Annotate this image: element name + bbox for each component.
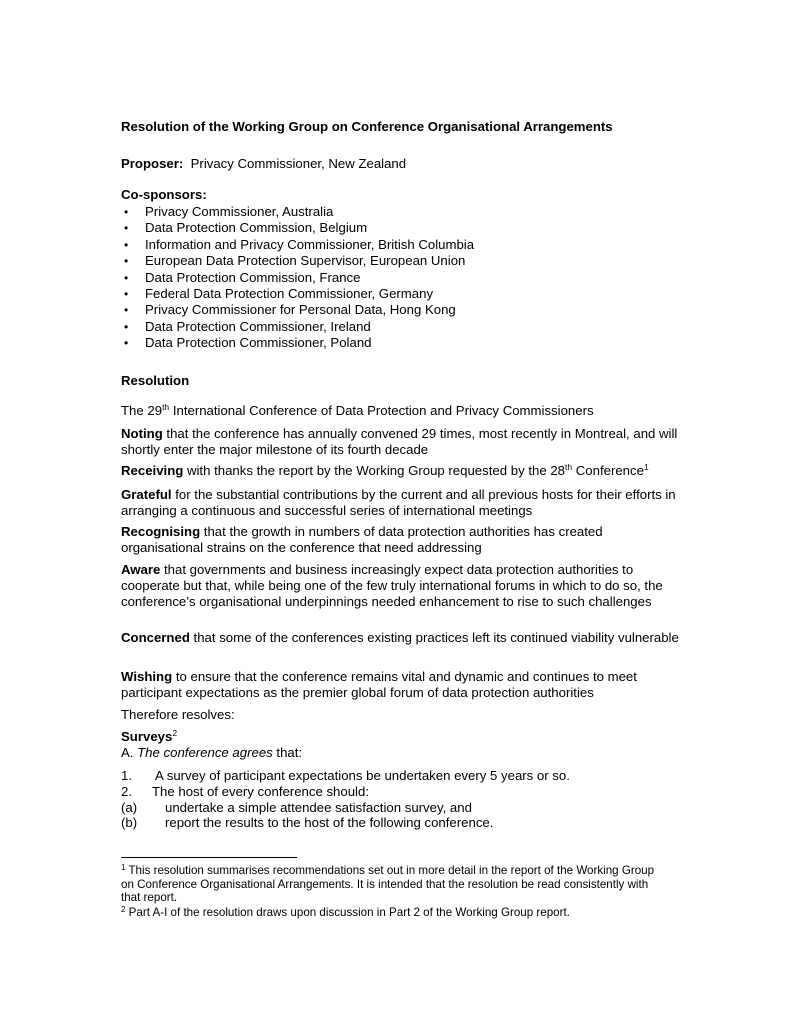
bullet-icon: •: [124, 237, 129, 252]
clause-wishing: [121, 669, 681, 701]
agreement-suffix: that:: [272, 745, 303, 760]
list-item: [121, 204, 474, 220]
conference-pre: The 29: [121, 403, 163, 418]
list-text: The host of every conference should:: [152, 784, 369, 799]
bullet-icon: •: [124, 205, 129, 219]
list-item: [121, 319, 474, 335]
bullet-icon: •: [124, 221, 129, 236]
agreement-line: [121, 745, 681, 761]
clause-concerned: [121, 630, 681, 646]
conference-line: [121, 403, 681, 419]
bullet-icon: •: [124, 319, 129, 334]
clause-recognising: [121, 524, 681, 556]
list-text: report the results to the host of the following conference.: [165, 815, 494, 830]
list-item: [121, 286, 474, 302]
conference-post: International Conference of Data Protection and Privacy Commissioners: [169, 403, 594, 418]
clause-text: that governments and business increasingly expect data protection authorities to cooperate but that, while being one of the few truly international forums in which to do so, the conference’s organisational underpinnings needed enhancement to rise to such challenges: [121, 562, 663, 609]
bullet-icon: •: [124, 254, 129, 269]
list-item: [121, 220, 474, 236]
clause-grateful: [121, 487, 681, 519]
clause-keyword: Wishing: [121, 669, 173, 684]
resolution-heading: Resolution: [121, 373, 190, 388]
clause-keyword: Recognising: [121, 524, 201, 539]
superscript: th: [565, 462, 573, 472]
cosponsors-list: [121, 204, 474, 352]
clause-text: that the conference has annually convened 29 times, most recently in Montreal, and will shortly enter the major milestone of its fourth decade: [121, 426, 678, 457]
clause-noting: [121, 426, 681, 458]
footnote-text: This resolution summarises recommendations set out in more detail in the report of the Working Group on Conference Organisational Arrangements. It is intended that the resolution be read consistently with that report.: [121, 864, 655, 905]
cosponsor-name: Data Protection Commission, France: [145, 269, 361, 285]
cosponsors-label: Co-sponsors:: [121, 187, 207, 202]
clause-text: that some of the conferences existing practices left its continued viability vulnerable: [189, 630, 679, 645]
cosponsor-name: Information and Privacy Commissioner, British Columbia: [145, 236, 475, 252]
section-heading: Surveys: [121, 729, 173, 744]
cosponsor-name: Data Protection Commission, Belgium: [145, 220, 368, 236]
list-item: [121, 815, 493, 830]
clause-text: with thanks the report by the Working Group requested by the 28: [183, 463, 565, 478]
clause-text: that the growth in numbers of data protection authorities has created organisational strains on the conference that need addressing: [121, 524, 603, 555]
clause-text: for the substantial contributions by the current and all previous hosts for their efforts in arranging a continuous and successful series of international meetings: [121, 487, 676, 518]
list-item: [121, 270, 474, 286]
therefore-resolves: Therefore resolves:: [121, 707, 235, 722]
clause-aware: [121, 562, 681, 609]
list-number: (a): [121, 800, 138, 815]
proposer-line: [121, 156, 406, 171]
clause-keyword: Aware: [121, 562, 161, 577]
clause-text-post: Conference: [572, 463, 644, 478]
cosponsor-name: Data Protection Commissioner, Ireland: [145, 318, 371, 334]
footnote-1: [121, 864, 661, 905]
clause-text: to ensure that the conference remains vital and dynamic and continues to meet participant expectations as the premier global forum of data protection authorities: [121, 669, 637, 700]
list-text: undertake a simple attendee satisfaction survey, and: [165, 800, 472, 815]
footnote-marker: 1: [643, 462, 649, 472]
clause-keyword: Grateful: [121, 487, 172, 502]
cosponsor-name: Federal Data Protection Commissioner, Germany: [145, 285, 434, 301]
superscript: th: [162, 402, 170, 412]
cosponsor-name: Privacy Commissioner for Personal Data, Hong Kong: [145, 302, 456, 318]
list-item: [121, 768, 570, 783]
list-number: 2.: [121, 784, 132, 799]
footnote-marker: 2: [172, 728, 178, 738]
proposer-label: Proposer:: [121, 156, 184, 171]
cosponsor-name: European Data Protection Supervisor, European Union: [145, 253, 466, 269]
list-item: [121, 784, 369, 799]
footnote-marker: 1: [121, 863, 126, 872]
list-item: [121, 800, 472, 815]
list-item: [121, 302, 474, 318]
footnote-divider: [121, 857, 297, 858]
list-item: [121, 335, 474, 351]
list-text: A survey of participant expectations be undertaken every 5 years or so.: [155, 768, 570, 783]
footnote-2: [121, 906, 661, 920]
bullet-icon: •: [124, 303, 129, 318]
clause-keyword: Receiving: [121, 463, 184, 478]
list-number: 1.: [121, 768, 132, 783]
footnote-marker: 2: [121, 905, 126, 914]
footnote-text: Part A-I of the resolution draws upon discussion in Part 2 of the Working Group report.: [125, 906, 570, 919]
list-item: [121, 237, 474, 253]
bullet-icon: •: [124, 286, 129, 301]
bullet-icon: •: [124, 336, 129, 351]
clause-keyword: Concerned: [121, 630, 190, 645]
clause-keyword: Noting: [121, 426, 163, 441]
agreement-prefix: A.: [121, 745, 138, 760]
proposer-value: Privacy Commissioner, New Zealand: [190, 156, 407, 171]
document-title: Resolution of the Working Group on Conference Organisational Arrangements: [121, 119, 613, 134]
cosponsor-name: Privacy Commissioner, Australia: [145, 204, 334, 219]
bullet-icon: •: [124, 270, 129, 285]
list-number: (b): [121, 815, 138, 830]
surveys-heading: [121, 729, 681, 745]
cosponsor-name: Data Protection Commissioner, Poland: [145, 335, 372, 351]
list-item: [121, 253, 474, 269]
agreement-italic: The conference agrees: [137, 745, 273, 760]
clause-receiving: [121, 463, 681, 479]
